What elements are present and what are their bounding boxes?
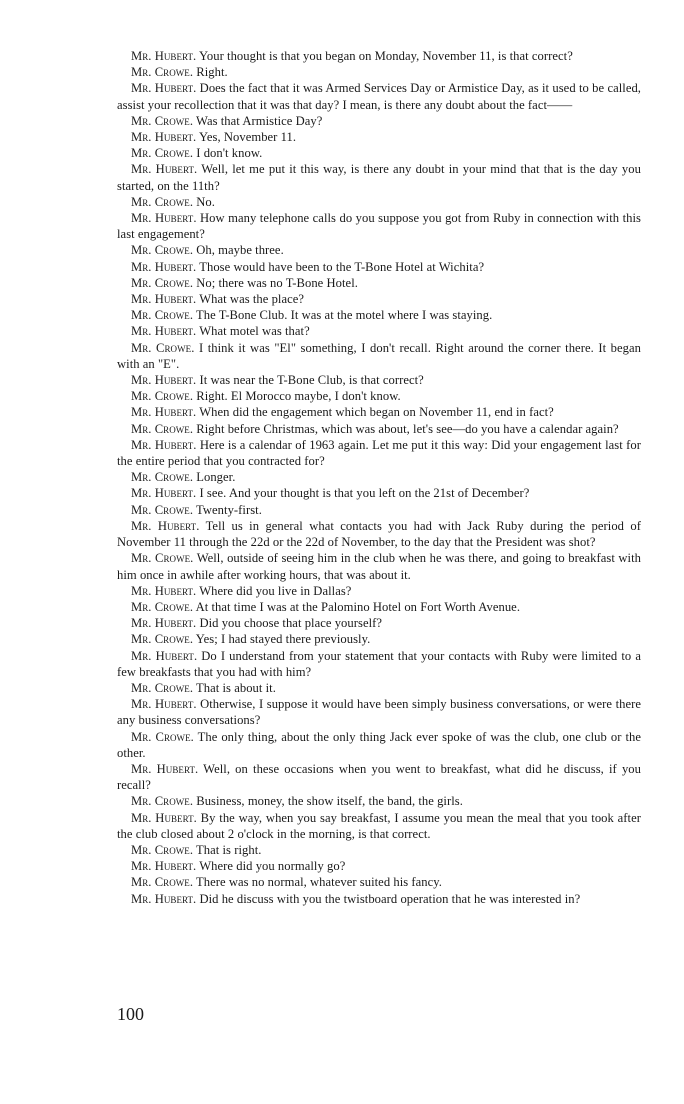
speaker-label: Mr. Crowe. [131, 243, 194, 258]
utterance-text: No. [196, 194, 215, 209]
utterance-text: At that time I was at the Palomino Hotel on Fort Worth Avenue. [195, 599, 521, 614]
utterance-text: That is about it. [196, 680, 276, 695]
utterance-text: I see. And your thought is that you left on the 21st of December? [199, 486, 530, 501]
utterance-text: Those would have been to the T-Bone Hotel at Wichita? [199, 259, 485, 274]
speaker-label: Mr. Crowe. [131, 842, 194, 857]
utterance-text: By the way, when you say breakfast, I assume you mean the meal that you took after the club closed about 2 o'clock in the morning, is that correct. [117, 810, 641, 841]
transcript-paragraph [117, 307, 641, 323]
utterance-text: There was no normal, whatever suited his fancy. [196, 875, 443, 890]
speaker-label: Mr. Hubert. [131, 373, 197, 388]
speaker-label: Mr. Hubert. [131, 648, 198, 663]
transcript-paragraph [117, 842, 641, 858]
utterance-text: I think it was "El" something, I don't recall. Right around the corner there. It began with an "E". [117, 340, 641, 371]
transcript-paragraph [117, 502, 641, 518]
speaker-label: Mr. Crowe. [131, 194, 194, 209]
transcript-paragraph [117, 793, 641, 809]
speaker-label: Mr. Crowe. [131, 551, 194, 566]
speaker-label: Mr. Crowe. [131, 113, 194, 128]
transcript-paragraph [117, 210, 641, 242]
speaker-label: Mr. Hubert. [131, 486, 197, 501]
utterance-text: Right before Christmas, which was about, let's see—do you have a calendar again? [196, 421, 619, 436]
utterance-text: Does the fact that it was Armed Services Day or Armistice Day, as it used to be called, assist your recollection that it was that day? I mean, is there any doubt about the fact—— [117, 81, 642, 112]
utterance-text: When did the engagement which began on November 11, end in fact? [199, 405, 554, 420]
speaker-label: Mr. Hubert. [131, 518, 200, 533]
transcript-paragraph [117, 404, 641, 420]
speaker-label: Mr. Hubert. [131, 405, 197, 420]
utterance-text: Right. [196, 65, 228, 80]
speaker-label: Mr. Hubert. [131, 697, 197, 712]
transcript-paragraph [117, 194, 641, 210]
speaker-label: Mr. Hubert. [131, 437, 197, 452]
speaker-label: Mr. Crowe. [131, 875, 194, 890]
transcript-paragraph [117, 729, 641, 761]
transcript-paragraph [117, 80, 641, 112]
speaker-label: Mr. Hubert. [131, 761, 199, 776]
speaker-label: Mr. Hubert. [131, 891, 197, 906]
transcript-paragraph [117, 583, 641, 599]
speaker-label: Mr. Hubert. [131, 81, 197, 96]
utterance-text: Here is a calendar of 1963 again. Let me put it this way: Did your engagement last for the entire period that you contracted for? [117, 437, 641, 469]
speaker-label: Mr. Hubert. [131, 130, 197, 145]
utterance-text: Yes; I had stayed there previously. [195, 632, 371, 647]
utterance-text: Where did you live in Dallas? [199, 583, 352, 598]
transcript-paragraph [117, 161, 641, 193]
speaker-label: Mr. Hubert. [131, 324, 197, 339]
utterance-text: Did he discuss with you the twistboard operation that he was interested in? [199, 891, 581, 906]
speaker-label: Mr. Hubert. [131, 583, 197, 598]
transcript-paragraph [117, 874, 641, 890]
utterance-text: The only thing, about the only thing Jack ever spoke of was the club, one club or the other. [117, 729, 641, 760]
utterance-text: No; there was no T-Bone Hotel. [196, 275, 358, 290]
utterance-text: Where did you normally go? [199, 859, 346, 874]
speaker-label: Mr. Hubert. [131, 859, 197, 874]
speaker-label: Mr. Hubert. [131, 259, 197, 274]
utterance-text: Was that Armistice Day? [196, 113, 323, 128]
transcript-paragraph [117, 518, 641, 550]
transcript-paragraph [117, 145, 641, 161]
speaker-label: Mr. Hubert. [131, 810, 197, 825]
utterance-text: Tell us in general what contacts you had with Jack Ruby during the period of November 11 through the 22d or the 22d of November, to the day that the President was shot? [117, 518, 641, 550]
speaker-label: Mr. Hubert. [131, 162, 198, 177]
transcript-paragraph [117, 891, 641, 907]
transcript-paragraph [117, 64, 641, 80]
utterance-text: Oh, maybe three. [196, 243, 284, 258]
utterance-text: Well, on these occasions when you went to breakfast, what did he discuss, if you recall? [117, 761, 641, 793]
utterance-text: What was the place? [199, 292, 305, 307]
transcript-paragraph [117, 696, 641, 728]
utterance-text: Did you choose that place yourself? [199, 616, 383, 631]
speaker-label: Mr. Crowe. [131, 470, 194, 485]
transcript-paragraph [117, 550, 641, 582]
transcript-paragraph [117, 680, 641, 696]
transcript-paragraph [117, 372, 641, 388]
transcript-paragraph [117, 858, 641, 874]
utterance-text: How many telephone calls do you suppose you got from Ruby in connection with this last engagement? [117, 211, 641, 242]
transcript-paragraph [117, 485, 641, 501]
speaker-label: Mr. Crowe. [131, 680, 194, 695]
speaker-label: Mr. Hubert. [131, 211, 197, 226]
utterance-text: Right. El Morocco maybe, I don't know. [196, 389, 401, 404]
transcript-paragraph [117, 388, 641, 404]
transcript-paragraph [117, 810, 641, 842]
transcript-paragraph [117, 421, 641, 437]
utterance-text: Yes, November 11. [199, 130, 297, 145]
transcript-paragraph [117, 340, 641, 372]
transcript-paragraph [117, 291, 641, 307]
speaker-label: Mr. Hubert. [131, 616, 197, 631]
utterance-text: I don't know. [196, 146, 263, 161]
transcript-body [117, 48, 641, 907]
utterance-text: Your thought is that you began on Monday, November 11, is that correct? [199, 49, 573, 63]
transcript-paragraph [117, 129, 641, 145]
transcript-paragraph [117, 631, 641, 647]
utterance-text: Otherwise, I suppose it would have been simply business conversations, or were there any business conversations? [117, 697, 641, 728]
speaker-label: Mr. Crowe. [131, 308, 194, 323]
utterance-text: Twenty-first. [196, 502, 262, 517]
transcript-paragraph [117, 761, 641, 793]
utterance-text: Well, let me put it this way, is there any doubt in your mind that that is the day you started, on the 11th? [117, 162, 641, 193]
speaker-label: Mr. Crowe. [131, 502, 194, 517]
speaker-label: Mr. Crowe. [131, 599, 194, 614]
transcript-paragraph [117, 113, 641, 129]
utterance-text: Business, money, the show itself, the band, the girls. [196, 794, 463, 809]
page-number: 100 [117, 1004, 144, 1024]
utterance-text: That is right. [196, 842, 262, 857]
speaker-label: Mr. Crowe. [131, 65, 194, 80]
speaker-label: Mr. Crowe. [131, 389, 194, 404]
speaker-label: Mr. Crowe. [131, 275, 194, 290]
speaker-label: Mr. Hubert. [131, 49, 197, 63]
speaker-label: Mr. Crowe. [131, 729, 194, 744]
utterance-text: It was near the T-Bone Club, is that correct? [199, 373, 424, 388]
speaker-label: Mr. Crowe. [131, 794, 194, 809]
speaker-label: Mr. Crowe. [131, 340, 195, 355]
transcript-paragraph [117, 259, 641, 275]
speaker-label: Mr. Crowe. [131, 146, 194, 161]
transcript-paragraph [117, 242, 641, 258]
utterance-text: Longer. [196, 470, 236, 485]
transcript-paragraph [117, 275, 641, 291]
speaker-label: Mr. Hubert. [131, 292, 197, 307]
transcript-paragraph [117, 599, 641, 615]
transcript-paragraph [117, 469, 641, 485]
transcript-paragraph [117, 615, 641, 631]
transcript-paragraph [117, 437, 641, 469]
utterance-text: Well, outside of seeing him in the club when he was there, and going to breakfast with him once in awhile after working hours, that was about it. [117, 551, 641, 582]
utterance-text: The T-Bone Club. It was at the motel where I was staying. [196, 308, 493, 323]
transcript-paragraph [117, 323, 641, 339]
speaker-label: Mr. Crowe. [131, 421, 194, 436]
utterance-text: What motel was that? [199, 324, 310, 339]
utterance-text: Do I understand from your statement that your contacts with Ruby were limited to a few breakfasts that you had with him? [117, 648, 641, 679]
speaker-label: Mr. Crowe. [131, 632, 194, 647]
transcript-paragraph [117, 648, 641, 680]
transcript-paragraph [117, 48, 641, 64]
